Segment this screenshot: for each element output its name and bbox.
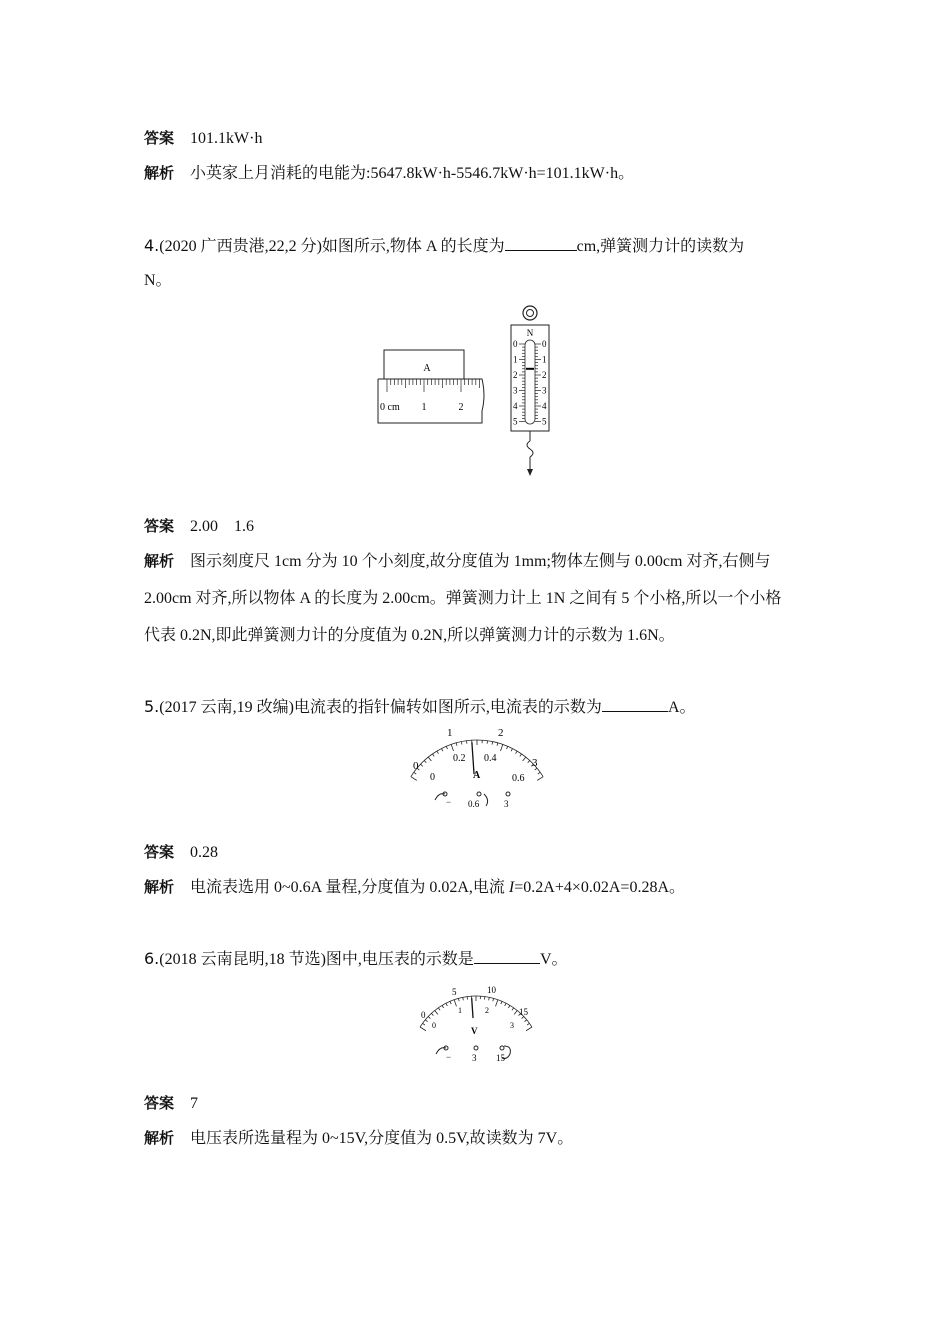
meter-tick [501, 744, 503, 751]
scale-label-left: 3 [513, 385, 518, 396]
meter-tick [420, 1027, 426, 1031]
ammeter-outer-1: 1 [447, 727, 453, 739]
q6-answer-line [144, 1092, 198, 1115]
q6-analysis: 电压表所选量程为 0~15V,分度值为 0.5V,故读数为 7V。 [190, 1130, 574, 1147]
ammeter-outer-0: 0 [413, 760, 419, 772]
q4-analysis-1: 图示刻度尺 1cm 分为 10 个小刻度,故分度值为 1mm;物体左侧与 0.00cm 对齐,右侧与 [190, 553, 771, 570]
ammeter-terminal-06: 0.6 [468, 799, 480, 809]
voltmeter-outer-15: 15 [519, 1007, 528, 1017]
voltmeter-inner-3: 3 [510, 1021, 514, 1030]
q4-text-a: (2020 广西贵港,22,2 分)如图所示,物体 A 的长度为 [159, 238, 505, 255]
q6-blank [474, 946, 540, 964]
answer-label: 答案 [144, 517, 175, 535]
meter-tick [454, 1000, 456, 1007]
answer-label: 答案 [144, 129, 175, 147]
q6-number: 6. [144, 949, 160, 968]
scale-label-left: 5 [513, 416, 518, 427]
meter-tick [435, 1010, 438, 1014]
scale-label-left: 0 [513, 339, 518, 349]
ruler-tick-1: 1 [421, 402, 427, 413]
analysis-label: 解析 [144, 1129, 175, 1147]
meter-tick [507, 746, 508, 749]
q3-answer: 101.1kW·h [190, 130, 263, 147]
voltmeter-outer-5: 5 [452, 987, 457, 997]
voltmeter-outer-0: 0 [421, 1010, 426, 1020]
meter-tick [446, 746, 447, 749]
meter-tick [437, 751, 439, 754]
q4-number: 4. [144, 236, 160, 255]
answer-label: 答案 [144, 1094, 175, 1112]
meter-tick [516, 751, 518, 754]
meter-tick [524, 1020, 526, 1022]
q5-number: 5. [144, 697, 160, 716]
scale-hanging-ring [523, 306, 537, 320]
meter-tick [492, 742, 493, 745]
q5-analysis-a: 电流表选用 0~0.6A 量程,分度值为 0.02A,电流 [190, 879, 509, 896]
meter-tick [463, 997, 464, 1000]
q4-analysis-line-3 [144, 625, 675, 647]
ammeter-inner-1: 0.2 [453, 753, 466, 764]
ruler-body [378, 379, 484, 423]
q6-answer: 7 [190, 1095, 199, 1112]
q5-answer-line [144, 841, 218, 864]
scale-label-left: 1 [513, 354, 518, 365]
q6-analysis-line [144, 1127, 573, 1150]
q4-text-b: cm,弹簧测力计的读数为 [576, 238, 745, 255]
q5-blank [602, 694, 668, 712]
meter-tick [424, 761, 426, 763]
meter-tick [438, 1008, 440, 1010]
scale-label-right: 4 [542, 401, 547, 411]
meter-tick [508, 1005, 510, 1008]
voltmeter-inner-0: 0 [432, 1021, 436, 1030]
meter-tick [520, 754, 522, 756]
meter-tick [442, 749, 443, 752]
meter-tick [432, 754, 434, 756]
q5-analysis-line [144, 876, 685, 899]
ammeter-inner-0: 0 [430, 772, 435, 783]
object-a-label: A [423, 363, 431, 374]
q4-answer: 2.00 1.6 [190, 518, 255, 535]
voltmeter-terminal-neg: − [446, 1052, 452, 1062]
voltmeter-needle [472, 998, 473, 1018]
meter-tick [431, 1013, 433, 1015]
ruler-figure [376, 345, 490, 427]
ammeter-outer-3: 3 [532, 757, 538, 769]
meter-tick [528, 761, 530, 763]
voltmeter-inner-2: 2 [485, 1006, 489, 1015]
meter-tick [428, 1016, 430, 1018]
voltmeter-terminal-3: 3 [472, 1053, 477, 1063]
ammeter-inner-3: 0.6 [512, 773, 525, 784]
meter-tick [523, 757, 526, 761]
analysis-label: 解析 [144, 878, 175, 896]
meter-tick [514, 1010, 517, 1014]
answer-label: 答案 [144, 843, 175, 861]
voltmeter-outer-10: 10 [487, 985, 496, 995]
meter-tick [421, 764, 423, 766]
meter-tick [451, 744, 453, 751]
meter-tick [527, 1023, 529, 1025]
analysis-label: 解析 [144, 164, 175, 182]
q5-analysis-current-symbol: I [508, 879, 515, 896]
voltmeter-symbol: V [471, 1026, 478, 1036]
meter-tick [414, 772, 416, 774]
meter-tick [450, 1001, 451, 1004]
ammeter-symbol: A [473, 770, 481, 781]
q3-answer-line [144, 127, 262, 150]
meter-tick [461, 742, 462, 745]
ammeter-figure [405, 722, 553, 814]
meter-tick [496, 1000, 498, 1007]
scale-label-right: 3 [542, 385, 547, 396]
q3-analysis-line [144, 162, 634, 185]
ammeter-terminal-neg: − [446, 797, 452, 807]
meter-tick [493, 998, 494, 1001]
ammeter-terminal-3: 3 [504, 799, 509, 809]
meter-tick [538, 772, 540, 774]
meter-tick [526, 1027, 532, 1031]
meter-tick [456, 743, 457, 746]
meter-tick [423, 1023, 425, 1025]
voltmeter-terminal-15: 15 [496, 1053, 505, 1063]
q6-text-b: V。 [539, 951, 568, 968]
q4-question-line-2 [144, 270, 172, 292]
meter-tick [497, 743, 498, 746]
q6-text-a: (2018 云南昆明,18 节选)图中,电压表的示数是 [159, 951, 474, 968]
q5-question-line [144, 694, 696, 719]
q4-blank-length [505, 233, 577, 251]
meter-tick [501, 1001, 502, 1004]
ammeter-inner-2: 0.4 [484, 753, 497, 764]
q3-analysis: 小英家上月消耗的电能为:5647.8kW·h-5546.7kW·h=101.1kW·h。 [190, 165, 635, 182]
q5-answer: 0.28 [190, 844, 219, 861]
ammeter-outer-2: 2 [498, 727, 504, 739]
meter-tick [425, 1020, 427, 1022]
scale-label-right: 2 [542, 370, 547, 380]
meter-tick [537, 777, 543, 781]
scale-label-right: 1 [542, 354, 547, 365]
scale-hook [527, 441, 533, 457]
meter-tick [442, 1005, 444, 1008]
q4-text-c: N。 [144, 272, 172, 289]
meter-tick [511, 749, 512, 752]
q4-answer-line [144, 515, 254, 538]
meter-tick [505, 1003, 506, 1006]
scale-unit: N [526, 328, 534, 338]
scale-label-left: 2 [513, 370, 518, 380]
ruler-tick-2: 2 [458, 402, 464, 413]
q6-question-line [144, 946, 568, 971]
voltmeter-figure [418, 982, 538, 1068]
q5-text-a: (2017 云南,19 改编)电流表的指针偏转如图所示,电流表的示数为 [159, 699, 602, 716]
scale-label-right: 5 [542, 416, 547, 427]
q5-text-b: A。 [667, 699, 696, 716]
q4-question-line-1 [144, 233, 744, 258]
meter-tick [458, 998, 459, 1001]
q4-analysis-line-1 [144, 550, 770, 573]
ruler-tick-0: 0 cm [380, 402, 400, 413]
scale-label-left: 4 [513, 401, 518, 411]
meter-tick [512, 1008, 514, 1010]
meter-tick [411, 777, 417, 781]
meter-tick [428, 757, 431, 761]
analysis-label: 解析 [144, 552, 175, 570]
q4-analysis-3: 代表 0.2N,即此弹簧测力计的分度值为 0.2N,所以弹簧测力计的示数为 1.6N。 [144, 627, 675, 644]
q4-analysis-line-2 [144, 588, 781, 610]
spring-scale-figure [505, 303, 555, 481]
q5-analysis-b: =0.2A+4×0.02A=0.28A。 [514, 879, 685, 896]
q4-analysis-2: 2.00cm 对齐,所以物体 A 的长度为 2.00cm。弹簧测力计上 1N 之间有 5 个小格,所以一个小格 [144, 590, 782, 607]
meter-tick [446, 1003, 447, 1006]
ruler-ticks [387, 379, 480, 392]
voltmeter-inner-1: 1 [458, 1006, 462, 1015]
scale-label-right: 0 [542, 339, 547, 349]
meter-tick [489, 997, 490, 1000]
